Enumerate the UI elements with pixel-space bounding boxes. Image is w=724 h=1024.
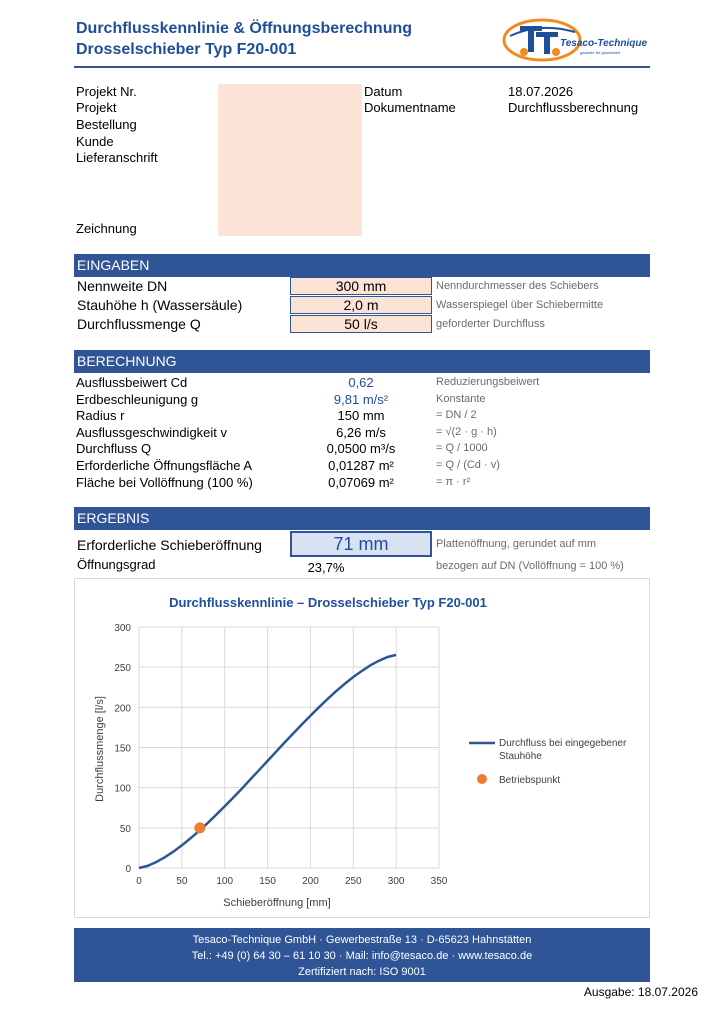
calc-label-radius: Radius r [76, 408, 125, 423]
chart-title: Durchflusskennlinie – Drosselschieber Typ F20-001 [169, 595, 487, 610]
input-label-nominal-size: Nennweite DN [77, 278, 168, 294]
svg-text:Tesaco-Technique: Tesaco-Technique [560, 38, 648, 49]
x-tick-label: 0 [136, 876, 142, 887]
chart-grid [139, 627, 439, 868]
chart-tick-labels [114, 623, 447, 887]
calc-note-gravity: Konstante [436, 393, 486, 405]
calc-value-full-area: 0,07069 m² [328, 475, 394, 490]
input-label-flow: Durchflussmenge Q [77, 316, 201, 332]
chart-x-axis-label: Schieberöffnung [mm] [223, 897, 331, 909]
footer-address: Tesaco-Technique GmbH · Gewerbestraße 13 · D-65623 Hahnstätten [192, 934, 532, 946]
y-tick-label: 50 [119, 823, 131, 835]
operating-point-marker [194, 822, 205, 833]
calc-value-flow: 0,0500 m³/s [326, 441, 396, 456]
edition-date: Ausgabe: 18.07.2026 [583, 985, 698, 999]
flow-chart [75, 579, 649, 917]
label-drawing: Zeichnung [76, 221, 137, 236]
calc-note-required-area: = Q / (Cd · v) [436, 459, 500, 471]
y-tick-label: 250 [114, 663, 131, 675]
label-project-number: Projekt Nr. [76, 84, 137, 99]
x-tick-label: 350 [430, 876, 448, 887]
calc-label-required-area: Erforderliche Öffnungsfläche A [76, 458, 253, 473]
section-calculation-header: BERECHNUNG [74, 350, 650, 373]
calc-note-radius: = DN / 2 [436, 409, 477, 421]
calc-label-discharge-coefficient: Ausflussbeiwert Cd [76, 375, 188, 390]
result-degree-value: 23,7% [307, 560, 345, 575]
y-tick-label: 100 [114, 783, 131, 795]
x-tick-label: 150 [259, 876, 276, 887]
x-tick-label: 250 [344, 876, 362, 887]
flow-chart-panel [74, 578, 650, 918]
input-flow[interactable]: 50 l/s [290, 315, 432, 333]
y-tick-label: 300 [114, 623, 131, 634]
footer [74, 928, 650, 982]
input-label-head: Stauhöhe h (Wassersäule) [77, 297, 243, 313]
calc-value-velocity: 6,26 m/s [336, 425, 386, 440]
note-head: Wasserspiegel über Schiebermitte [436, 299, 604, 311]
calc-label-flow: Durchfluss Q [76, 441, 152, 456]
label-date: Datum [364, 84, 403, 99]
legend-point-swatch [477, 774, 487, 784]
chart-y-axis-label: Durchflussmenge [l/s] [94, 696, 106, 802]
calc-label-full-area: Fläche bei Vollöffnung (100 %) [76, 475, 253, 490]
note-flow: geforderter Durchfluss [436, 318, 545, 330]
result-note-opening: Plattenöffnung, gerundet auf mm [436, 538, 597, 550]
legend-label-operating-point: Betriebspunkt [499, 775, 561, 786]
date-value: 18.07.2026 [508, 84, 574, 99]
calc-note-full-area: = π · r² [436, 476, 471, 488]
document-subtitle: Drosselschieber Typ F20-001 [76, 41, 297, 58]
x-tick-label: 100 [216, 876, 234, 887]
calc-value-required-area: 0,01287 m² [328, 458, 394, 473]
calc-note-flow: = Q / 1000 [436, 442, 488, 454]
header-rule [74, 66, 650, 68]
calc-value-discharge-coefficient[interactable]: 0,62 [348, 375, 374, 390]
document-name-value: Durchflussberechnung [508, 100, 639, 115]
document-title: Durchflusskennlinie & Öffnungsberechnung [76, 20, 413, 37]
y-tick-label: 200 [114, 703, 131, 715]
section-inputs-header: EINGABEN [74, 254, 650, 277]
label-document-name: Dokumentname [364, 100, 456, 115]
calc-note-velocity: = √(2 · g · h) [436, 426, 497, 438]
calc-note-discharge-coefficient: Reduzierungsbeiwert [436, 376, 540, 388]
calc-value-gravity[interactable]: 9,81 m/s² [333, 392, 389, 407]
chart-legend [469, 738, 627, 786]
result-note-degree: bezogen auf DN (Vollöffnung = 100 %) [436, 560, 624, 572]
input-nominal-size[interactable]: 300 mm [290, 277, 432, 295]
x-tick-label: 50 [176, 876, 188, 887]
input-head[interactable]: 2,0 m [290, 296, 432, 314]
section-result-header: ERGEBNIS [74, 507, 650, 530]
x-tick-label: 300 [387, 876, 405, 887]
note-nominal-size: Nenndurchmesser des Schiebers [436, 280, 599, 292]
calc-label-velocity: Ausflussgeschwindigkeit v [76, 425, 228, 440]
y-tick-label: 0 [125, 864, 131, 875]
project-input-area[interactable] [218, 84, 362, 236]
label-delivery-address: Lieferanschrift [76, 150, 158, 165]
calc-value-radius: 150 mm [337, 408, 385, 423]
label-customer: Kunde [76, 134, 114, 149]
result-opening-value: 71 mm [290, 531, 432, 557]
company-logo [500, 14, 650, 64]
footer-contact: Tel.: +49 (0) 64 30 – 61 10 30 · Mail: info@tesaco.de · www.tesaco.de [191, 950, 533, 962]
footer-certification: Zertifiziert nach: ISO 9001 [298, 966, 426, 978]
result-label-opening: Erforderliche Schieberöffnung [77, 537, 262, 553]
calc-label-gravity: Erdbeschleunigung g [76, 392, 199, 407]
label-order: Bestellung [76, 117, 137, 132]
svg-text:garantie für gewissheit: garantie für gewissheit [580, 50, 621, 55]
label-project: Projekt [76, 100, 117, 115]
legend-label-flow: Durchfluss bei eingegebener Stauhöhe [499, 738, 627, 762]
result-label-degree: Öffnungsgrad [77, 557, 156, 572]
y-tick-label: 150 [114, 743, 131, 755]
x-tick-label: 200 [302, 876, 319, 887]
